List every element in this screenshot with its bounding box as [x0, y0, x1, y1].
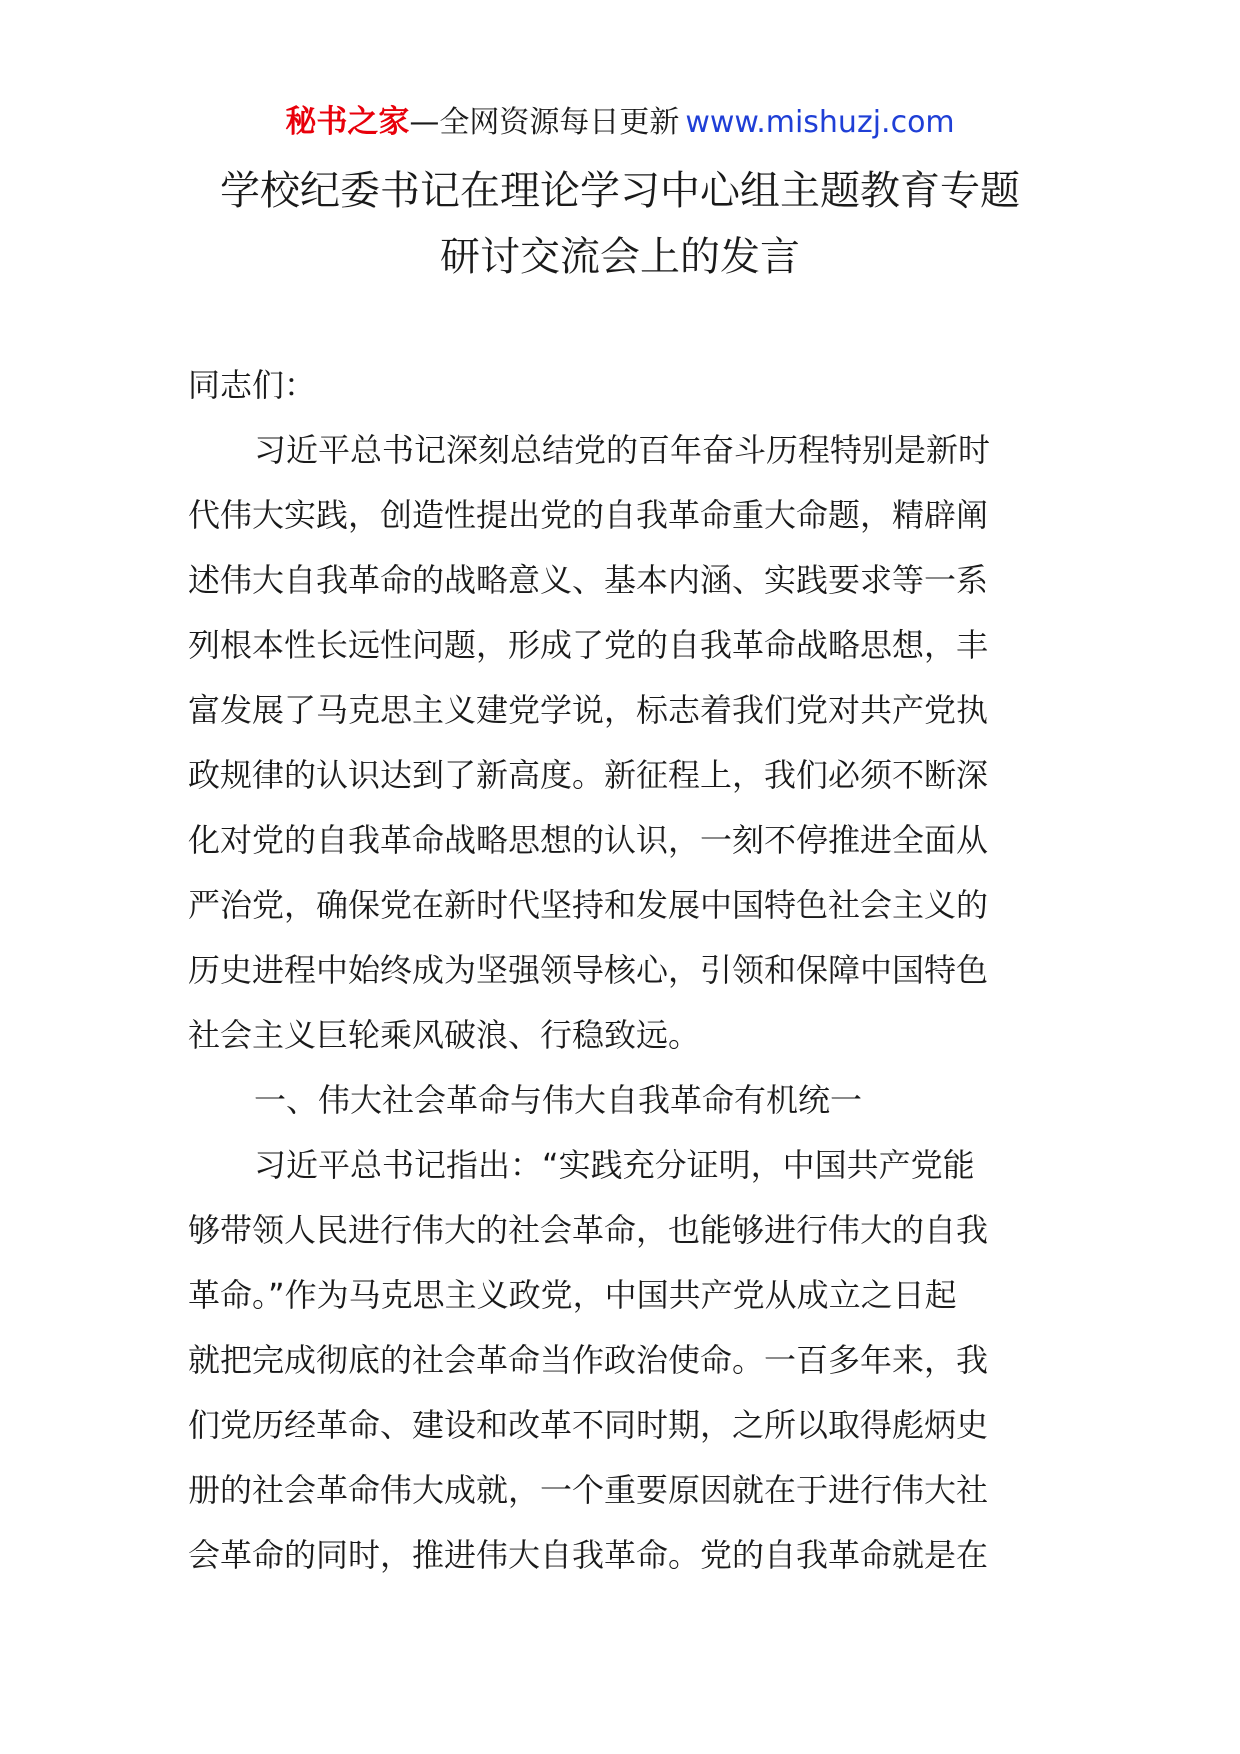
paragraph-1-line: 习近平总书记深刻总结党的百年奋斗历程特别是新时	[254, 431, 991, 469]
title-line-2: 研讨交流会上的发言	[440, 234, 800, 280]
paragraph-1-line: 富发展了马克思主义建党学说，标志着我们党对共产党执	[188, 691, 989, 729]
paragraph-2-line: 会革命的同时，推进伟大自我革命。党的自我革命就是在	[188, 1536, 989, 1574]
paragraph-1-line: 述伟大自我革命的战略意义、基本内涵、实践要求等一系	[188, 561, 989, 599]
paragraph-1-line: 化对党的自我革命战略思想的认识，一刻不停推进全面从	[188, 821, 989, 859]
paragraph-1-line: 政规律的认识达到了新高度。新征程上，我们必须不断深	[188, 756, 989, 794]
site-url[interactable]: www.mishuzj.com	[685, 105, 955, 140]
site-slogan: 全网资源每日更新	[439, 105, 680, 140]
paragraph-1-line: 历史进程中始终成为坚强领导核心，引领和保障中国特色	[188, 951, 989, 989]
paragraph-2-line: 革命。”作为马克思主义政党，中国共产党从成立之日起	[188, 1276, 957, 1314]
header-dash: —	[409, 105, 440, 140]
salutation: 同志们：	[188, 366, 317, 404]
title-line-1: 学校纪委书记在理论学习中心组主题教育专题	[220, 168, 1020, 214]
paragraph-2-line: 册的社会革命伟大成就，一个重要原因就在于进行伟大社	[188, 1471, 989, 1509]
paragraph-1-line: 严治党，确保党在新时代坚持和发展中国特色社会主义的	[188, 886, 989, 924]
paragraph-2-line: 习近平总书记指出：“实践充分证明，中国共产党能	[254, 1146, 975, 1184]
document-title	[150, 158, 1090, 290]
paragraph-1-line: 代伟大实践，创造性提出党的自我革命重大命题，精辟阐	[188, 496, 989, 534]
site-brand: 秘书之家	[285, 104, 410, 140]
paragraph-1-line: 社会主义巨轮乘风破浪、行稳致远。	[188, 1016, 701, 1054]
paragraph-1-line: 列根本性长远性问题，形成了党的自我革命战略思想，丰	[188, 626, 989, 664]
paragraph-2-line: 们党历经革命、建设和改革不同时期，之所以取得彪炳史	[188, 1406, 989, 1444]
paragraph-2-line: 够带领人民进行伟大的社会革命，也能够进行伟大的自我	[188, 1211, 989, 1249]
site-header	[0, 100, 1240, 145]
document-body	[188, 353, 1058, 1588]
paragraph-2-line: 就把完成彻底的社会革命当作政治使命。一百多年来，我	[188, 1341, 989, 1379]
section-heading-1: 一、伟大社会革命与伟大自我革命有机统一	[254, 1081, 863, 1119]
